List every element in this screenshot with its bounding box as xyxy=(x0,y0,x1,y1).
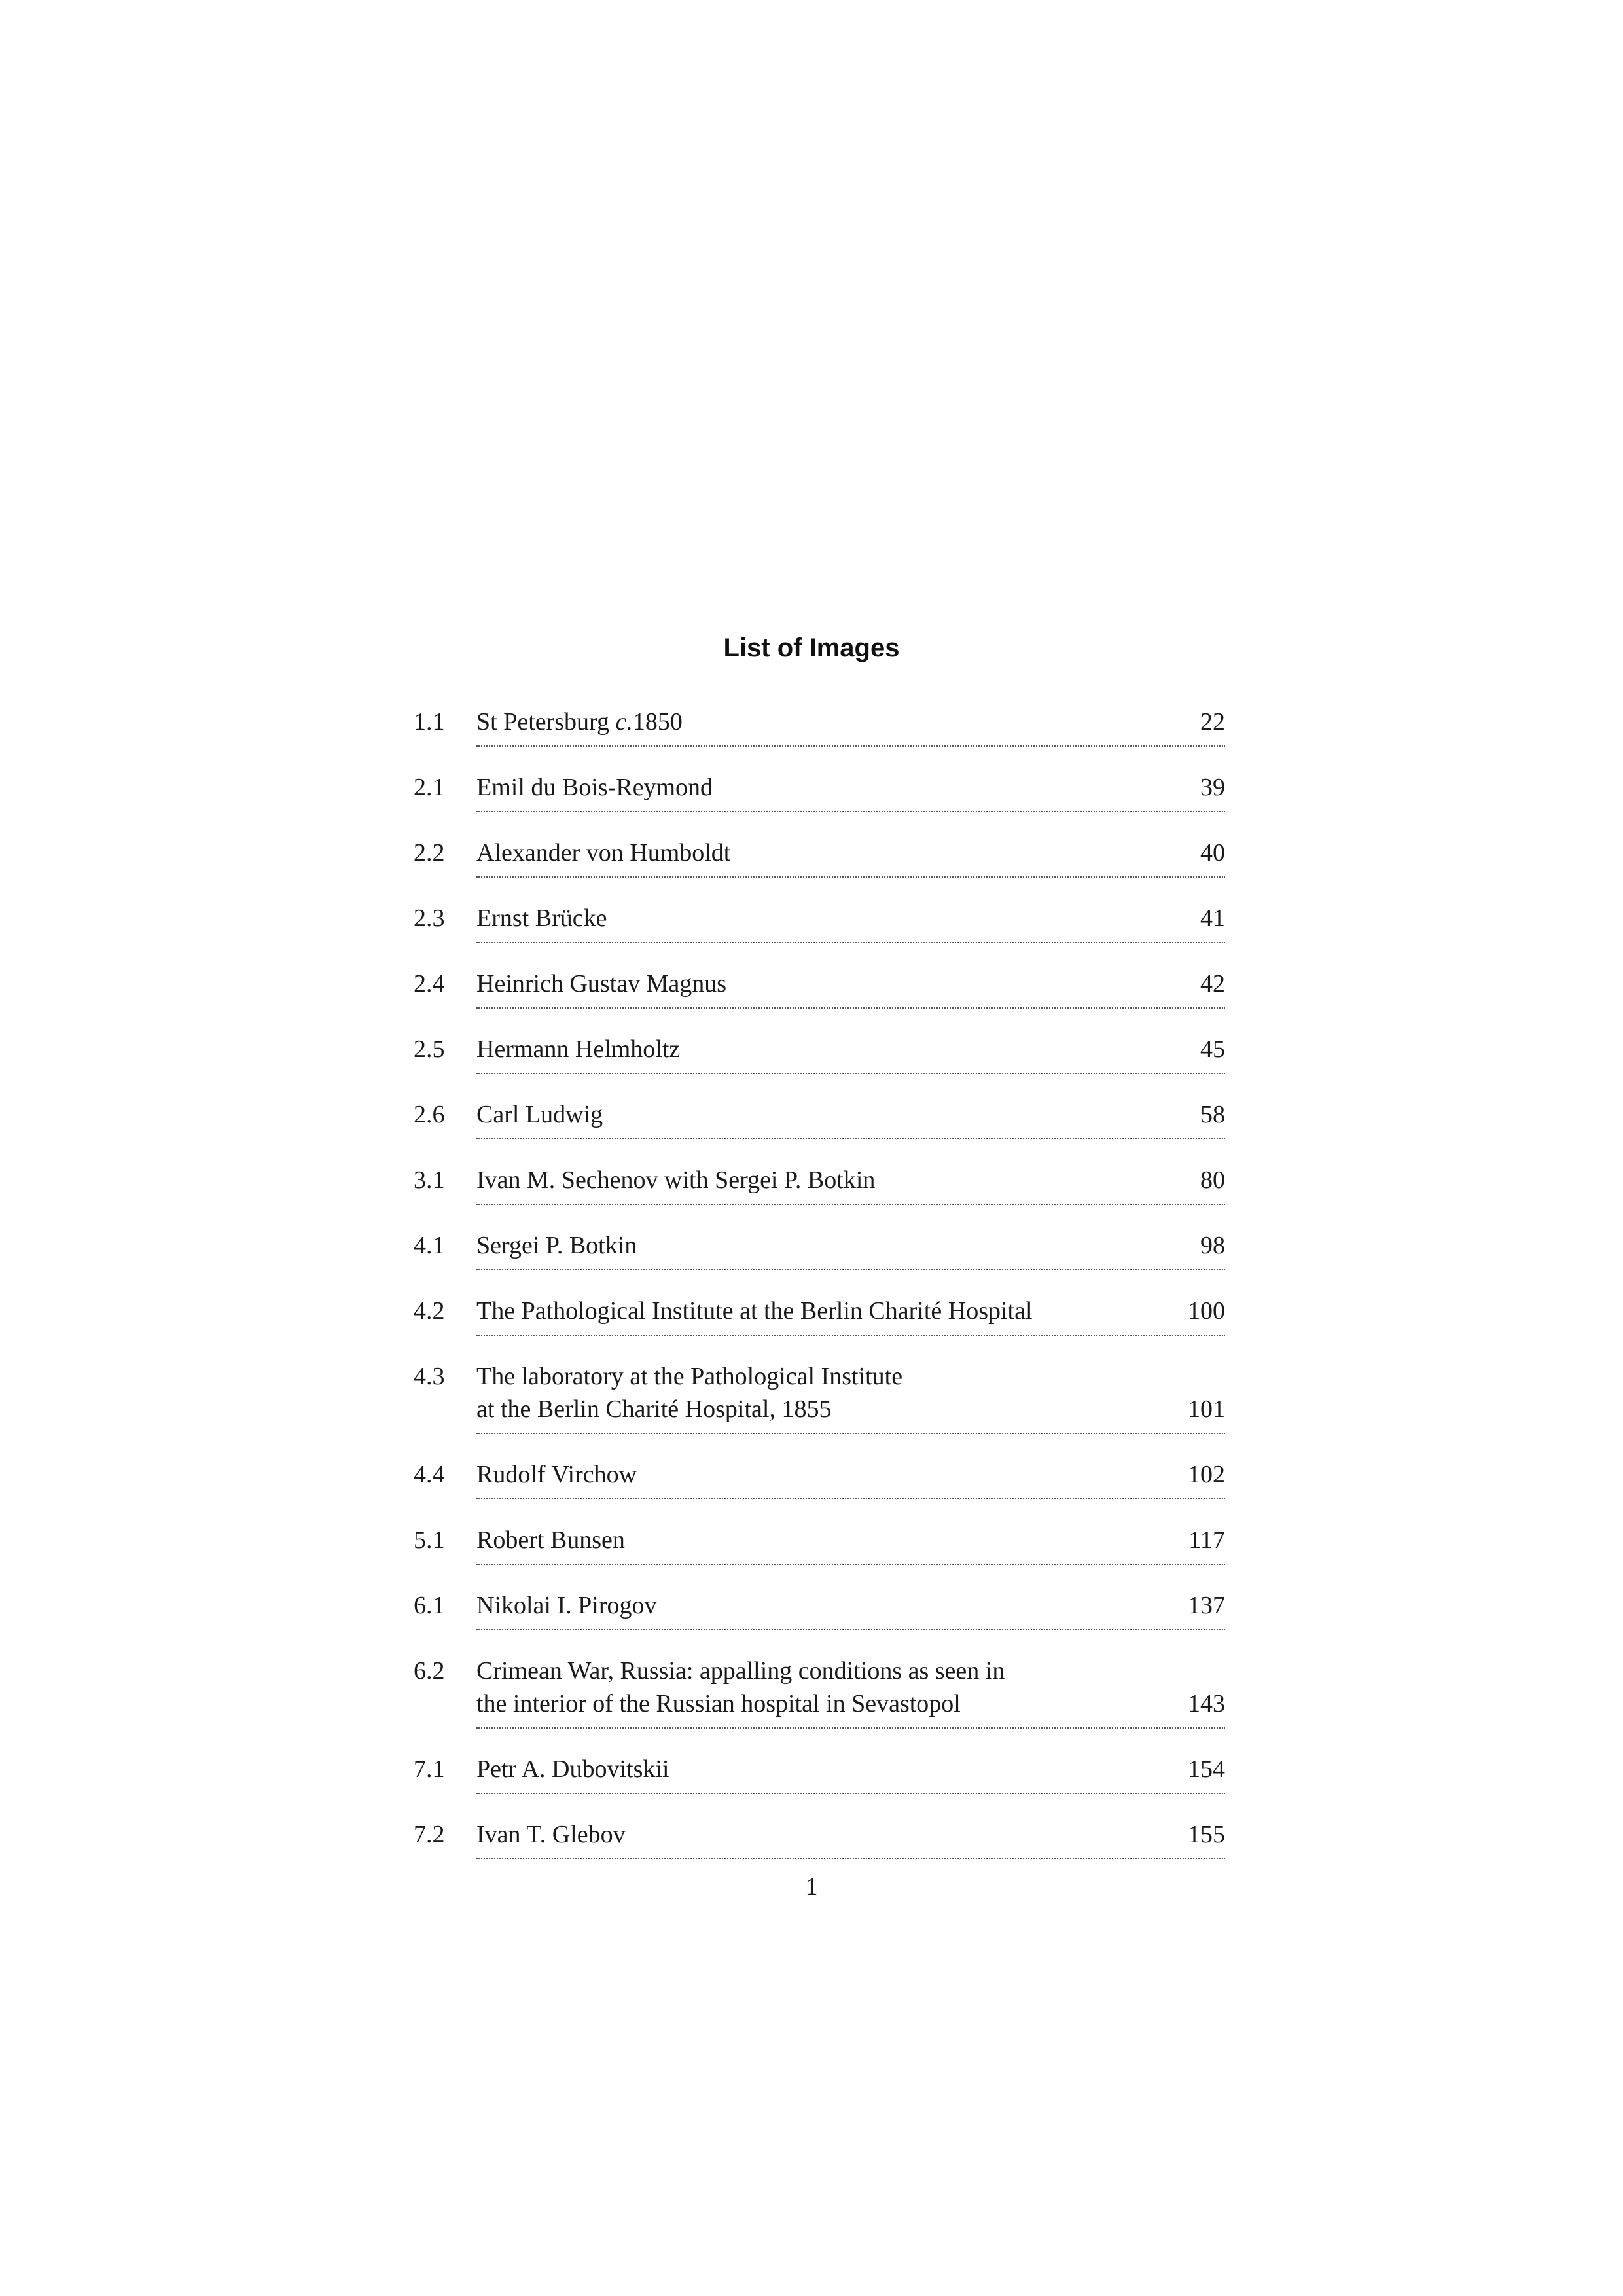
toc-entry xyxy=(414,1450,1225,1499)
entry-number: 4.4 xyxy=(414,1461,445,1488)
entry-caption xyxy=(476,1164,1147,1196)
entry-caption-line: Rudolf Virchow xyxy=(476,1461,637,1488)
entry-caption xyxy=(476,1524,1147,1556)
entry-page-number: 101 xyxy=(1188,1395,1225,1423)
entry-number: 2.6 xyxy=(414,1101,445,1128)
entry-page-number: 137 xyxy=(1188,1592,1225,1619)
entry-caption-line: Ivan T. Glebov xyxy=(476,1821,626,1848)
entry-number: 5.1 xyxy=(414,1526,445,1554)
entry-page-number: 42 xyxy=(1200,970,1225,997)
toc-entry xyxy=(414,1221,1225,1270)
entry-caption-line: The Pathological Institute at the Berlin Charité Hospital xyxy=(476,1297,1033,1325)
entry-page-number: 45 xyxy=(1200,1035,1225,1063)
entry-page-number: 39 xyxy=(1200,774,1225,801)
entry-number: 7.1 xyxy=(414,1755,445,1783)
entry-page-number: 22 xyxy=(1200,708,1225,736)
entry-number: 3.1 xyxy=(414,1166,445,1194)
entry-caption xyxy=(476,1655,1147,1720)
entry-number: 2.3 xyxy=(414,905,445,932)
entry-page-number: 98 xyxy=(1200,1232,1225,1259)
entry-caption xyxy=(476,1295,1147,1327)
toc-entry xyxy=(414,960,1225,1009)
entry-caption-line: St Petersburg c.1850 xyxy=(476,708,683,736)
entry-caption-line: Petr A. Dubovitskii xyxy=(476,1755,669,1783)
entry-number: 2.2 xyxy=(414,839,445,867)
entry-caption xyxy=(476,836,1147,869)
entry-number: 1.1 xyxy=(414,708,445,736)
entry-caption xyxy=(476,902,1147,935)
entry-caption-line: Alexander von Humboldt xyxy=(476,839,731,867)
entry-caption-line: Crimean War, Russia: appalling conditions as seen in xyxy=(476,1657,1005,1685)
entry-page-number: 117 xyxy=(1188,1526,1225,1554)
entry-caption-line: Robert Bunsen xyxy=(476,1526,625,1554)
entry-page-number: 41 xyxy=(1200,905,1225,932)
toc-entry xyxy=(414,1647,1225,1729)
entry-caption-line: Sergei P. Botkin xyxy=(476,1232,637,1259)
page-number: 1 xyxy=(805,1873,818,1901)
entry-number: 4.1 xyxy=(414,1232,445,1259)
entry-caption xyxy=(476,1458,1147,1491)
entry-number: 7.2 xyxy=(414,1821,445,1848)
toc-entry xyxy=(414,1745,1225,1794)
toc-entry xyxy=(414,698,1225,747)
entry-page-number: 102 xyxy=(1188,1461,1225,1488)
toc-entry xyxy=(414,829,1225,878)
entry-caption xyxy=(476,1818,1147,1851)
entry-page-number: 80 xyxy=(1200,1166,1225,1194)
entry-number: 4.2 xyxy=(414,1297,445,1325)
toc-entry xyxy=(414,894,1225,943)
entry-caption xyxy=(476,1589,1147,1622)
entry-caption-line: Hermann Helmholtz xyxy=(476,1035,681,1063)
entry-caption xyxy=(476,1753,1147,1785)
entry-caption-line: Carl Ludwig xyxy=(476,1101,603,1128)
entry-caption-line: The laboratory at the Pathological Institute xyxy=(476,1363,903,1390)
toc-entry xyxy=(414,1581,1225,1630)
entry-caption-line: Emil du Bois-Reymond xyxy=(476,774,713,801)
entry-caption-line: the interior of the Russian hospital in Sevastopol xyxy=(476,1690,961,1717)
toc-entry xyxy=(414,1810,1225,1859)
entry-caption-line: Nikolai I. Pirogov xyxy=(476,1592,657,1619)
list-of-images xyxy=(414,698,1225,1876)
entry-caption-line: Ivan M. Sechenov with Sergei P. Botkin xyxy=(476,1166,876,1194)
entry-page-number: 40 xyxy=(1200,839,1225,867)
toc-entry xyxy=(414,763,1225,812)
toc-entry xyxy=(414,1025,1225,1074)
entry-caption-line: Heinrich Gustav Magnus xyxy=(476,970,727,997)
entry-number: 6.1 xyxy=(414,1592,445,1619)
entry-caption-line: Ernst Brücke xyxy=(476,905,607,932)
entry-caption xyxy=(476,967,1147,1000)
entry-number: 4.3 xyxy=(414,1363,445,1390)
entry-caption xyxy=(476,771,1147,804)
entry-caption xyxy=(476,1098,1147,1131)
toc-entry xyxy=(414,1352,1225,1434)
entry-page-number: 58 xyxy=(1200,1101,1225,1128)
entry-page-number: 154 xyxy=(1188,1755,1225,1783)
entry-number: 2.4 xyxy=(414,970,445,997)
entry-page-number: 100 xyxy=(1188,1297,1225,1325)
entry-number: 2.1 xyxy=(414,774,445,801)
entry-caption xyxy=(476,1360,1147,1426)
toc-entry xyxy=(414,1516,1225,1565)
page-title: List of Images xyxy=(723,634,900,662)
entry-caption xyxy=(476,1229,1147,1262)
toc-entry xyxy=(414,1156,1225,1205)
toc-entry xyxy=(414,1090,1225,1139)
entry-number: 6.2 xyxy=(414,1657,445,1685)
entry-caption xyxy=(476,1033,1147,1066)
entry-caption xyxy=(476,706,1147,738)
toc-entry xyxy=(414,1287,1225,1336)
entry-caption-line: at the Berlin Charité Hospital, 1855 xyxy=(476,1395,832,1423)
entry-page-number: 143 xyxy=(1188,1690,1225,1717)
entry-number: 2.5 xyxy=(414,1035,445,1063)
entry-page-number: 155 xyxy=(1188,1821,1225,1848)
